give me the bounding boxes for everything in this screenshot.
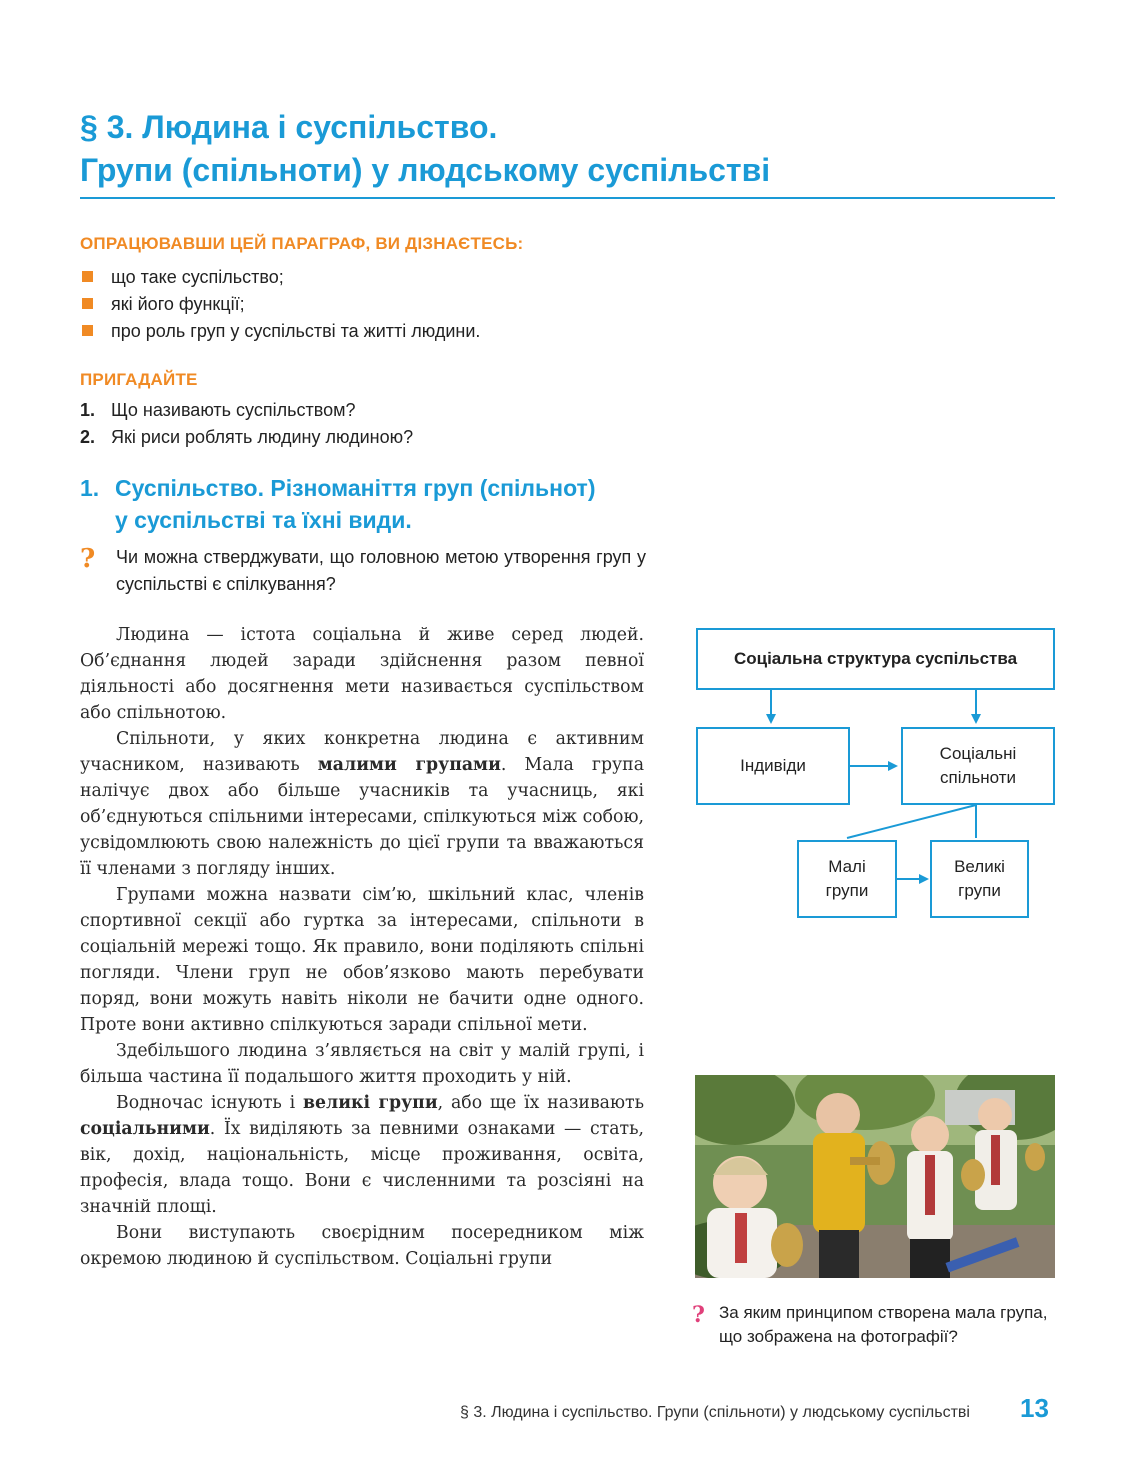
question-mark-icon: ?: [80, 544, 96, 574]
bullet-square-icon: [82, 271, 93, 282]
term-social: соціальними: [80, 1119, 210, 1139]
learn-heading: ОПРАЦЮВАВШИ ЦЕЙ ПАРАГРАФ, ВИ ДІЗНАЄТЕСЬ:: [80, 234, 524, 253]
paragraph: Людина — істота соціальна й живе серед людей. Об’єднання людей заради здійснення разом певної діяльності або досягнення мети називається суспільством або спільнотою.: [80, 625, 644, 723]
paragraph: Водночас існують і великі групи, або ще їх називають соціальними. Їх виділяють за певними ознаками — стать, вік, дохід, національність, місце проживання, освіта, професія, влада тощо. Вони є численними та розсіяні на значній площі.: [80, 1093, 644, 1217]
learn-item: які його функції;: [80, 291, 680, 318]
recall-item: 1. Що називають суспільством?: [80, 400, 356, 420]
section-heading: [80, 472, 680, 536]
section-title-line-1: Суспільство. Різноманіття груп (спільнот): [115, 475, 596, 501]
diagram-box-small-groups: Малі групи: [797, 840, 897, 918]
learn-item: що таке суспільство;: [80, 264, 680, 291]
diagram-box-social-communities: Соціальні спільноти: [901, 727, 1055, 805]
line-communities-to-small: [847, 805, 976, 838]
title-line-2: Групи (спільноти) у людському суспільстві: [80, 152, 771, 188]
paragraph: Спільноти, у яких конкретна людина є активним учасником, називають малими групами. Мала група налічує двох або більше учасників та учасниць, які об’єднуються спільними інтересами, спілкуються між собою, усвідомлюють свою належність до цієї групи та вважаються її членами з погляду інших.: [80, 729, 644, 879]
section-number: 1.: [80, 475, 100, 501]
title-divider: [80, 197, 1055, 199]
bullet-square-icon: [82, 298, 93, 309]
photo-illustration: [695, 1075, 1055, 1278]
running-footer-title: § 3. Людина і суспільство. Групи (спільноти) у людському суспільстві: [460, 1404, 970, 1421]
section-question: Чи можна стверджувати, що головною метою утворення груп у суспільстві є спілкування?: [116, 547, 646, 594]
section-title-line-2: у суспільстві та їхні види.: [115, 507, 412, 533]
paragraph: Групами можна назвати сім’ю, шкільний клас, членів спортивної секції або гуртка за інтересами, спільноти в соціальній мережі тощо. Як правило, вони поділяють спільні погляди. Члени груп не обов’язково мають перебувати поряд, вони можуть навіть ніколи не бачити одне одного. Проте вони активно спілкуються заради спільної мети.: [80, 885, 644, 1035]
page-title: [80, 106, 1060, 192]
diagram-box-social-structure: Соціальна структура суспільства: [696, 628, 1055, 690]
diagram-box-individuals: Індивіди: [696, 727, 850, 805]
recall-item: 2. Які риси роблять людину людиною?: [80, 427, 414, 447]
paragraph: Здебільшого людина з’являється на світ у малій групі, і більша частина її подальшого життя проходить у ній.: [80, 1041, 644, 1087]
photo-boys-trumpets: [695, 1075, 1055, 1278]
paragraph: Вони виступають своєрідним посередником між окремою людиною й суспільством. Соціальні групи: [80, 1223, 644, 1269]
learn-item: про роль груп у суспільстві та житті людини.: [80, 318, 680, 345]
learn-list: [80, 264, 680, 345]
term-small-groups: малими групами: [317, 755, 501, 775]
page-number: 13: [1020, 1393, 1049, 1423]
social-structure-diagram: [690, 622, 1060, 927]
body-text: [80, 622, 644, 1272]
recall-heading: ПРИГАДАЙТЕ: [80, 370, 198, 389]
diagram-box-large-groups: Великі групи: [930, 840, 1029, 918]
photo-caption: За яким принципом створена мала група, що зображена на фотографії?: [719, 1303, 1048, 1346]
caption-question-mark-icon: ?: [692, 1302, 705, 1328]
title-line-1: § 3. Людина і суспільство.: [80, 109, 498, 145]
bullet-square-icon: [82, 325, 93, 336]
recall-list: [80, 397, 680, 451]
term-large-groups: великі групи: [303, 1093, 438, 1113]
